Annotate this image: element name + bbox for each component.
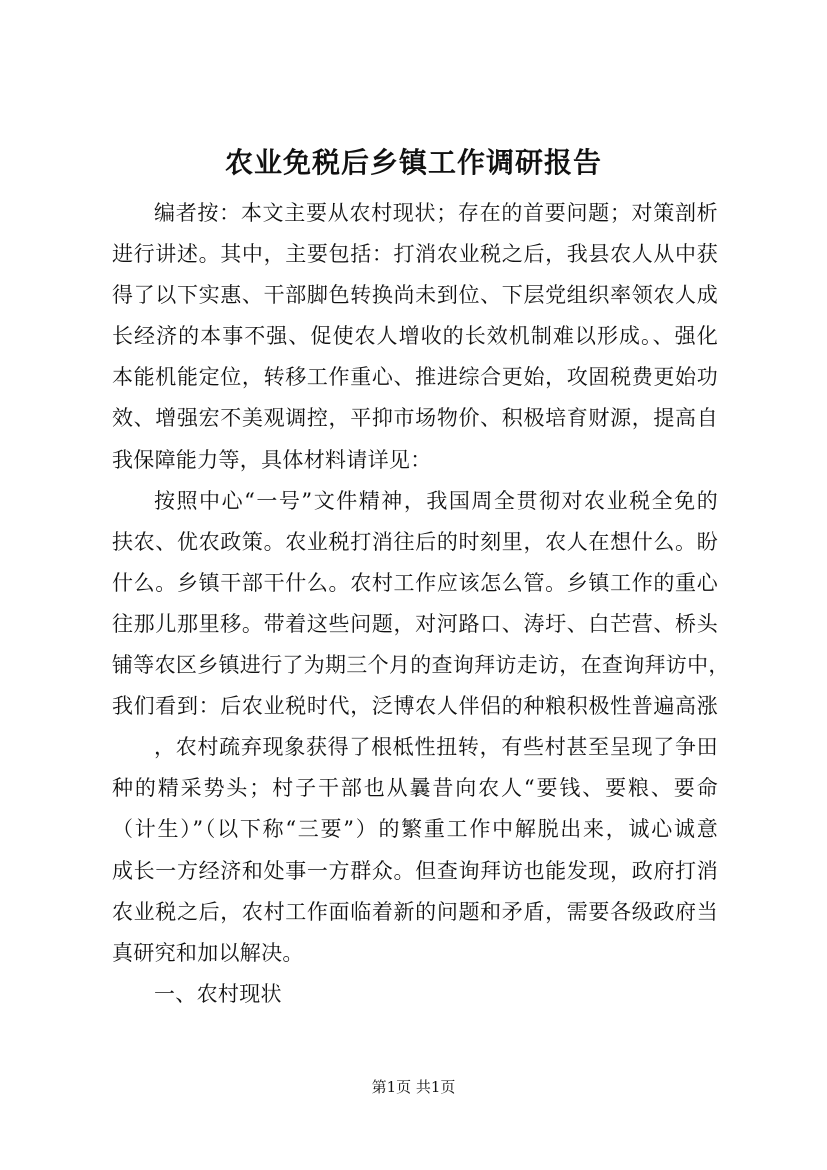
- text-line: 成长一方经济和处事一方群众。但查询拜访也能发现，政府打消: [112, 858, 718, 883]
- text-line: ，农村疏弃现象获得了根柢性扭转，有些村甚至呈现了争田: [154, 735, 718, 760]
- text-line: 本能机能定位，转移工作重心、推进综合更始，攻固税费更始功: [112, 365, 718, 390]
- document-title: 农业免税后乡镇工作调研报告: [224, 146, 602, 179]
- text-line: 得了以下实惠、干部脚色转换尚未到位、下层党组织率领农人成: [112, 283, 718, 308]
- text-line: 效、增强宏不美观调控，平抑市场物价、积极培育财源，提高自: [112, 406, 718, 431]
- text-line: 长经济的本事不强、促使农人增收的长效机制难以形成。、强化: [112, 324, 718, 349]
- text-line: 真研究和加以解决。: [112, 940, 304, 965]
- text-line: 往那儿那里移。带着这些问题，对河路口、涛圩、白芒营、桥头: [112, 611, 718, 636]
- text-line: （计生）”（以下称“三要”）的繁重工作中解脱出来，诚心诚意: [112, 817, 718, 842]
- text-line: 种的精采势头；村子干部也从曩昔向农人“要钱、要粮、要命: [112, 776, 718, 801]
- section-heading: 一、农村现状: [154, 981, 282, 1006]
- text-line: 农业税之后，农村工作面临着新的问题和矛盾，需要各级政府当: [112, 899, 718, 924]
- text-line: 铺等农区乡镇进行了为期三个月的查询拜访走访，在查询拜访中，: [112, 653, 730, 678]
- text-line: 编者按：本文主要从农村现状；存在的首要问题；对策剖析: [154, 201, 718, 225]
- text-line: 扶农、优农政策。农业税打消往后的时刻里，农人在想什么。盼: [112, 529, 718, 554]
- text-line: 按照中心“一号”文件精神，我国周全贯彻对农业税全免的: [154, 488, 718, 513]
- text-line: 什么。乡镇干部干什么。农村工作应该怎么管。乡镇工作的重心: [112, 570, 718, 595]
- text-line: 我们看到：后农业税时代，泛博农人伴侣的种粮积极性普遍高涨: [112, 694, 718, 719]
- text-line: 进行讲述。其中，主要包括：打消农业税之后，我县农人从中获: [112, 242, 718, 267]
- text-line: 我保障能力等，具体材料请详见：: [112, 447, 432, 472]
- document-body: [112, 193, 730, 1015]
- page-footer: 第1页 共1页: [371, 1078, 456, 1096]
